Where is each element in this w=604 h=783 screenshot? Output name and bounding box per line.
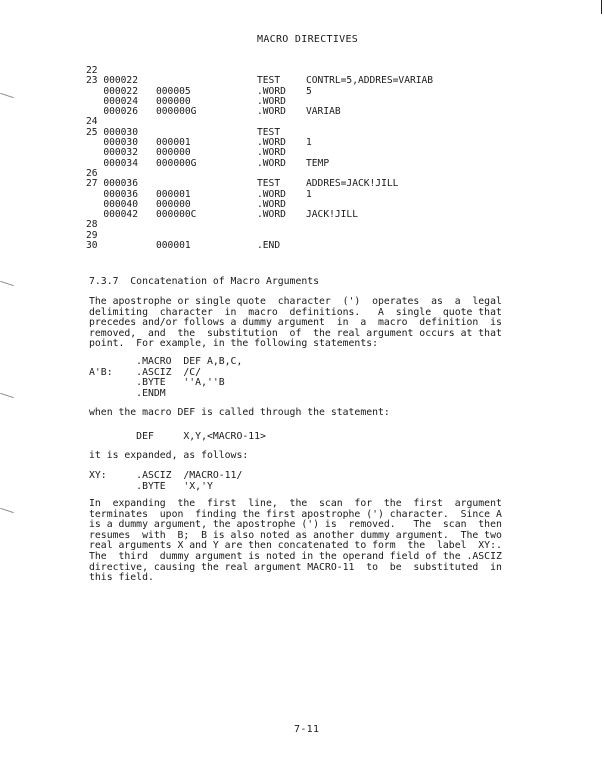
listing-cell-1: 26 [86,167,98,179]
text-line: precedes and/or follows a dummy argument in a macro definition is [89,317,502,329]
listing-cell-3: TEST [257,178,281,190]
listing-row [86,97,506,107]
text-line: removed, and the substitution of the real argument occurs at that [89,327,502,339]
text-line: The apostrophe or single quote character (') operates as a legal [89,296,502,307]
paragraph-2: when the macro DEF is called through the statement: [89,407,390,418]
listing-cell-4: 1 [306,188,312,200]
paragraph-3: it is expanded, as follows: [89,450,249,461]
text-line: this field. [89,572,154,584]
listing-cell-3: .WORD [257,188,286,200]
listing-cell-3: .WORD [257,209,286,221]
listing-row [86,148,506,158]
text-line: A'B: .ASCIZ /C/ [89,366,202,378]
listing-cell-3: .WORD [257,147,286,159]
listing-cell-2: 000001 [156,240,191,252]
listing-row [86,107,506,117]
listing-row [86,159,506,169]
listing-cell-1: 24 [86,116,98,128]
listing-cell-1: 23 000022 [86,75,138,87]
listing-cell-1: 000042 [86,209,138,221]
listing-cell-1: 000032 [86,147,138,159]
listing-cell-3: TEST [257,126,281,138]
listing-row [86,128,506,138]
text-line: is a dummy argument, the apostrophe (') is removed. The scan then [89,519,502,531]
listing-row [86,138,506,148]
text-line: .BYTE ''A,''B [89,377,225,389]
listing-cell-1: 000030 [86,137,138,149]
text-line: .ENDM [89,387,166,399]
text-line: real arguments X and Y are then concatenated to form the label XY:. [89,540,502,552]
listing-row [86,66,506,76]
listing-cell-3: .WORD [257,85,286,97]
margin-mark [0,393,14,398]
text-line: .MACRO DEF A,B,C, [89,356,243,367]
code-block-expansion [89,471,242,492]
listing-row [86,179,506,189]
text-line: The third dummy argument is noted in the operand field of the .ASCIZ [89,550,502,562]
text-line: resumes with B; B is also noted as another dummy argument. The two [89,529,502,541]
listing-cell-3: .WORD [257,106,286,118]
section-heading: 7.3.7 Concatenation of Macro Arguments [89,276,320,287]
listing-cell-1: 22 [86,65,98,76]
listing-row [86,231,506,241]
listing-row [86,210,506,220]
listing-row [86,241,506,251]
listing-cell-4: VARIAB [306,106,341,118]
listing-cell-2: 000000G [156,157,197,169]
margin-mark [0,93,14,98]
listing-cell-1: 000026 [86,106,138,118]
listing-cell-1: 27 000036 [86,178,138,190]
listing-cell-3: .END [257,240,281,252]
listing-cell-4: 5 [306,85,312,97]
page-header: MACRO DIRECTIVES [257,34,359,45]
listing-cell-1: 30 [86,240,98,252]
listing-row [86,190,506,200]
listing-cell-3: .WORD [257,157,286,169]
margin-mark [0,281,14,286]
listing-cell-2: 000000 [156,198,191,210]
listing-cell-2: 000000C [156,209,197,221]
listing-cell-4: CONTRL=5,ADDRES=VARIAB [306,75,434,87]
listing-cell-1: 000040 [86,198,138,210]
text-line: delimiting character in macro definitions. A single quote that [89,306,502,318]
listing-cell-4: TEMP [306,157,330,169]
text-line: terminates upon finding the first apostrophe (') character. Since A [89,508,502,520]
listing-row [86,76,506,86]
listing-cell-2: 000001 [156,137,191,149]
paragraph-1 [89,297,502,350]
listing-cell-4: 1 [306,137,312,149]
listing-cell-1: 28 [86,219,98,231]
listing-cell-4: ADDRES=JACK!JILL [306,178,399,190]
code-block-call: DEF X,Y,<MACRO-11> [89,431,266,442]
text-line: XY: .ASCIZ /MACRO-11/ [89,470,243,481]
listing-cell-2: 000001 [156,188,191,200]
listing-row [86,220,506,230]
listing-cell-2: 000000 [156,147,191,159]
listing-cell-1: 000034 [86,157,138,169]
code-block-macro [89,357,242,399]
listing-cell-1: 29 [86,229,98,241]
paragraph-4 [89,499,502,584]
listing-cell-1: 25 000030 [86,126,138,138]
listing-cell-3: .WORD [257,95,286,107]
text-line: In expanding the first line, the scan for the first argument [89,498,502,509]
page-number: 7-11 [294,724,320,735]
margin-mark [0,508,14,513]
listing-cell-3: .WORD [257,137,286,149]
listing-row [86,169,506,179]
text-line: directive, causing the real argument MACRO-11 to be substituted in [89,561,502,573]
listing-cell-3: .WORD [257,198,286,210]
listing-row [86,117,506,127]
listing-cell-2: 000000G [156,106,197,118]
listing-cell-2: 000005 [156,85,191,97]
assembly-listing [86,66,506,251]
listing-row [86,200,506,210]
listing-cell-3: TEST [257,75,281,87]
text-line: point. For example, in the following statements: [89,338,379,350]
text-line: .BYTE 'X,'Y [89,480,213,492]
listing-cell-1: 000024 [86,95,138,107]
listing-row [86,87,506,97]
listing-cell-2: 000000 [156,95,191,107]
listing-cell-4: JACK!JILL [306,209,358,221]
listing-cell-1: 000036 [86,188,138,200]
page-edge-mark [601,0,602,14]
listing-cell-1: 000022 [86,85,138,97]
